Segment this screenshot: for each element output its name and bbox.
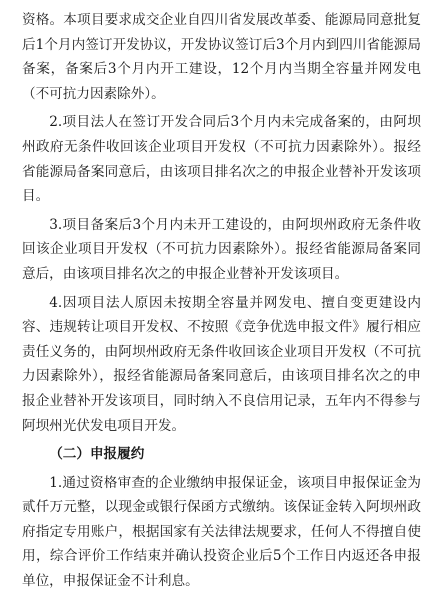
- paragraph-qualification: 资格。本项目要求成交企业自四川省发展改革委、能源局同意批复后1个月内签订开发协议，开发协议签订后3个月内到四川省能源局备案，备案后3个月内开工建设，12个月内当期全容量并网发电（不可抗力因素除外）。: [22, 12, 421, 102]
- paragraph-clause-2: 2.项目法人在签订开发合同后3个月内未完成备案的，由阿坝州政府无条件收回该企业项目开发权（不可抗力因素除外）。报经省能源局备案同意后，由该项目排名次之的申报企业替补开发该项目。: [22, 114, 421, 205]
- paragraph-clause-4: 4.因项目法人原因未按期全容量并网发电、擅自变更建设内容、违规转让项目开发权、不按照《竞争优选申报文件》履行相应责任义务的，由阿坝州政府无条件收回该企业项目开发权（不可抗力因素除外），报经省能源局备案同意后，由该项目排名次之的申报企业替补开发该项目，同时纳入不良信用记录，五年内不得参与阿坝州光伏发电项目开发。: [22, 294, 421, 434]
- paragraph-deposit: 1.通过资格审查的企业缴纳申报保证金，该项目申报保证金为贰仟万元整，以现金或银行保函方式缴纳。该保证金转入阿坝州政府指定专用账户，根据国家有关法律法规要求，任何人不得擅自使用，综合评价工作结束并确认投资企业后5个工作日内返还各申报单位，申报保证金不计利息。: [22, 474, 421, 590]
- paragraph-clause-3: 3.项目备案后3个月内未开工建设的，由阿坝州政府无条件收回该企业项目开发权（不可抗力因素除外）。报经省能源局备案同意后，由该项目排名次之的申报企业替补开发该项目。: [22, 216, 421, 282]
- section-heading: （二）申报履约: [49, 446, 145, 463]
